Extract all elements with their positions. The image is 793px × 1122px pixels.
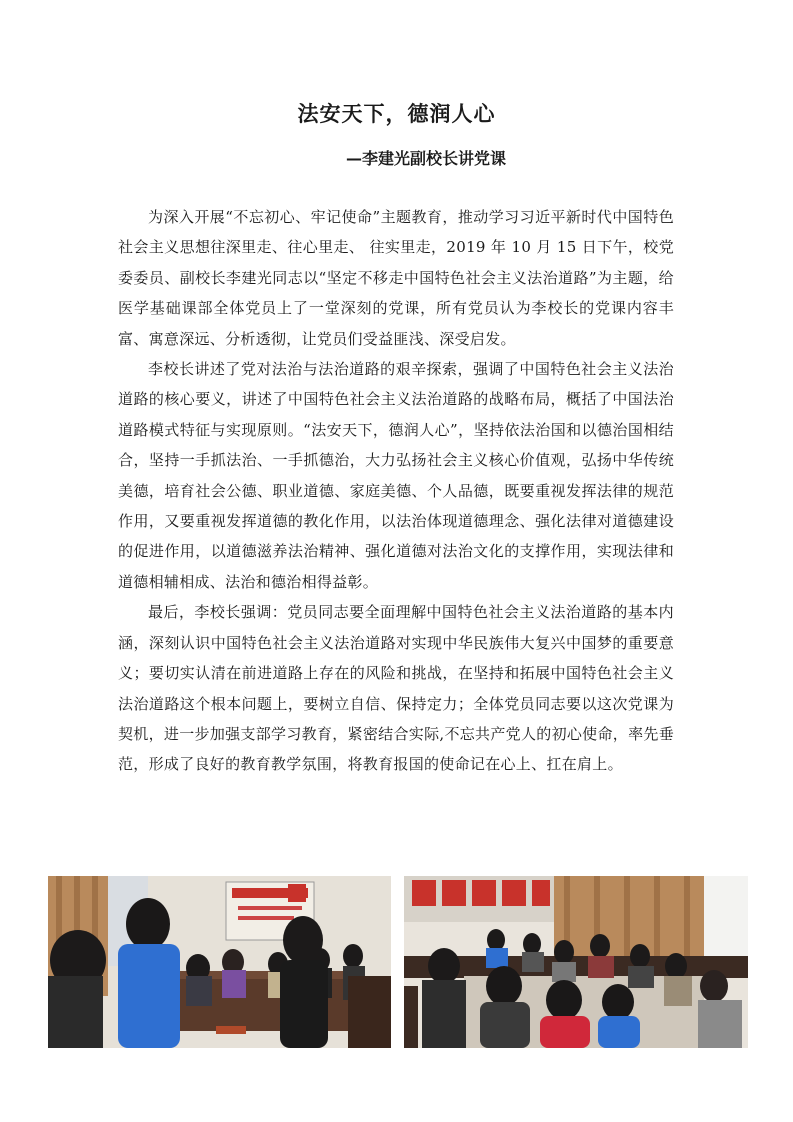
article-subtitle: —李建光副校长讲党课 (346, 149, 507, 168)
paragraph-conclusion: 最后，李校长强调：党员同志要全面理解中国特色社会主义法治道路的基本内涵，深刻认识中国特色社会主义法治道路对实现中华民族伟大复兴中国梦的重要意义；要切实认清在前进道路上存在的风险和挑战，在坚持和拓展中国特色社会主义法治道路这个根本问题上，要树立自信、保持定力；全体党员同志要以这次党课为契机，进一步加强支部学习教育，紧密结合实际,不忘共产党人的初心使命，率先垂范，形成了良好的教育教学氛围，将教育报国的使命记在心上、扛在肩上。 (118, 603, 674, 774)
photo-lecture-meeting-right (404, 876, 748, 1048)
photo-lecture-meeting-left (48, 876, 391, 1048)
paragraph-intro: 为深入开展“不忘初心、牢记使命”主题教育，推动学习习近平新时代中国特色社会主义思想往深里走、往心里走、 往实里走，2019 年 10 月 15 日下午，校党委委员、副校长李建光同志以“坚定不移走中国特色社会主义法治道路”为主题，给医学基础课部全体党员上了一堂深刻的党课，所有党员认为李校长的党课内容丰富、寓意深远、分析透彻，让党员们受益匪浅、深受启发。 (118, 208, 674, 348)
photo-lecture-illustration-right (404, 876, 748, 1048)
paragraph-content: 李校长讲述了党对法治与法治道路的艰辛探索，强调了中国特色社会主义法治道路的核心要义，讲述了中国特色社会主义法治道路的战略布局，概括了中国法治道路模式特征与实现原则。“法安天下，德润人心”，坚持依法治国和以德治国相结合，坚持一手抓法治、一手抓德治，大力弘扬社会主义核心价值观，弘扬中华传统美德，培育社会公德、职业道德、家庭美德、个人品德，既要重视发挥法律的规范作用，又要重视发挥道德的教化作用，以法治体现道德理念、强化法律对道德建设的促进作用，以道德滋养法治精神、强化道德对法治文化的支撑作用，实现法律和道德相辅相成、法治和德治相得益彰。 (118, 360, 674, 591)
article-body (118, 202, 674, 780)
photo-lecture-illustration-left (48, 876, 391, 1048)
article-title: 法安天下，德润人心 (297, 102, 496, 126)
